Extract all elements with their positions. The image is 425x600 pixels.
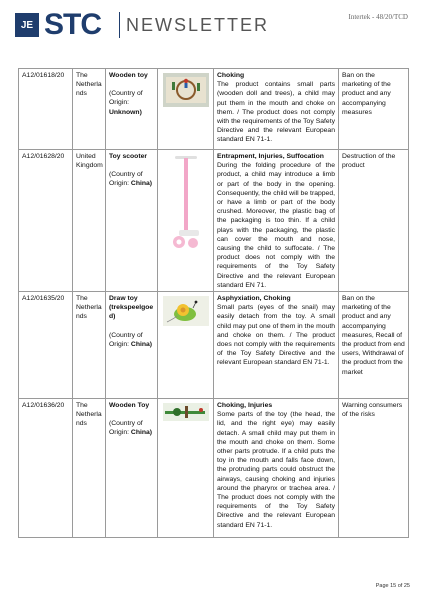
risk-description: Small parts (eyes of the snail) may easily detach from the toy. A small child may put one of them in the mouth and choke on them. / The product does not comply with the requirements of the Toy Safety Directive and the relevant European standard EN 71-1. [217, 304, 335, 367]
product-origin [109, 331, 154, 349]
risk-cell [214, 69, 339, 150]
risk-description: Some parts of the toy (the head, the lid, and the right eye) may easily detach. A small child may put them in the mouth and choke on them. Some other parts protrude. If a child puts the toy in the mouth and falls face down, the protruding parts could obstruct the airways, causing choking and injuries around the pharynx or trachea area. / The product does not comply with the requirements of the Toy Safety Directive and the relevant European standard EN 71-1. [217, 411, 335, 529]
table-row [19, 69, 409, 150]
measures-taken: Ban on the marketing of the product and any accompanying measures, Recall of the product from end users, Withdrawal of the product from the market [339, 292, 409, 399]
brand-logo-text: STC [44, 8, 101, 41]
product-cell [106, 399, 158, 538]
product-name: Wooden Toy [109, 402, 150, 410]
alert-reference: A12/01628/20 [19, 150, 73, 292]
logo-mark-text: JE [20, 19, 34, 31]
risk-type: Entrapment, Injuries, Suffocation [217, 153, 324, 160]
product-image-cell [158, 150, 214, 292]
measures-taken: Ban on the marketing of the product and any accompanying measures [339, 69, 409, 150]
origin-prefix: (Country of Origin: [109, 420, 143, 437]
alert-reference: A12/01618/20 [19, 69, 73, 150]
table-row [19, 292, 409, 399]
draw-toy-snail-image [163, 296, 209, 326]
newsletter-header [0, 0, 425, 62]
header-divider [119, 12, 120, 38]
product-cell [106, 292, 158, 399]
risk-cell [214, 150, 339, 292]
notifying-country: United Kingdom [73, 150, 106, 292]
wooden-toy-image [163, 73, 209, 107]
risk-description: During the folding procedure of the product, a child may introduce a limb or part of the body in the opening. Consequently, the child will be trapped, or have a limb or part of the body crushed. Moreover, the plastic bag of the packaging is too thin. If a child plays with the packaging, the plastic can cover the mouth and nose, causing the child to suffocate. / The product does not comply with the requirements of the Toy Safety Directive and the relevant European standard EN 71. [217, 162, 335, 289]
origin-value: China) [130, 429, 153, 437]
origin-value: China) [130, 340, 153, 348]
table-row [19, 150, 409, 292]
product-name: Wooden toy [109, 72, 148, 79]
notifying-country: The Netherla nds [73, 292, 106, 399]
logo-icon [15, 13, 39, 37]
risk-cell [214, 399, 339, 538]
page-number: Page 15 of 25 [375, 583, 410, 589]
origin-prefix: (Country of Origin: [109, 171, 143, 188]
product-image-cell [158, 399, 214, 538]
product-cell [106, 150, 158, 292]
risk-type: Choking, Injuries [217, 402, 273, 410]
measures-taken: Destruction of the product [339, 150, 409, 292]
product-image-cell [158, 69, 214, 150]
notifying-country: The Netherla nds [73, 399, 106, 538]
origin-prefix: (Country of Origin: [109, 90, 143, 107]
product-origin [109, 419, 154, 437]
product-image-cell [158, 292, 214, 399]
newsletter-title: NEWSLETTER [126, 15, 270, 35]
alert-reference: A12/01635/20 [19, 292, 73, 399]
toy-scooter-image [171, 154, 201, 254]
origin-value: China) [130, 180, 153, 188]
product-name: Draw toy (trekspeelgoe d) [109, 295, 154, 321]
notifying-country: The Netherla nds [73, 69, 106, 150]
product-name: Toy scooter [109, 153, 148, 160]
risk-cell [214, 292, 339, 399]
measures-taken: Warning consumers of the risks [339, 399, 409, 538]
origin-prefix: (Country of Origin: [109, 331, 143, 348]
table-row [19, 399, 409, 538]
document-reference: Intertek - 48/20/TCD [348, 13, 408, 21]
risk-type: Asphyxiation, Choking [217, 295, 291, 303]
product-origin [109, 89, 154, 117]
wooden-toy-image [163, 403, 209, 421]
origin-value: Unknown) [109, 108, 142, 116]
alert-reference: A12/01636/20 [19, 399, 73, 538]
product-origin [109, 170, 154, 188]
product-cell [106, 69, 158, 150]
risk-description: The product contains small parts (wooden doll and trees), a child may put them in the mouth and choke on them. / The product does not comply with the requirements of the Toy Safety Directive and the relevant European standard EN 71-1. [217, 81, 335, 144]
product-alerts-table [18, 68, 409, 538]
risk-type: Choking [217, 72, 245, 79]
